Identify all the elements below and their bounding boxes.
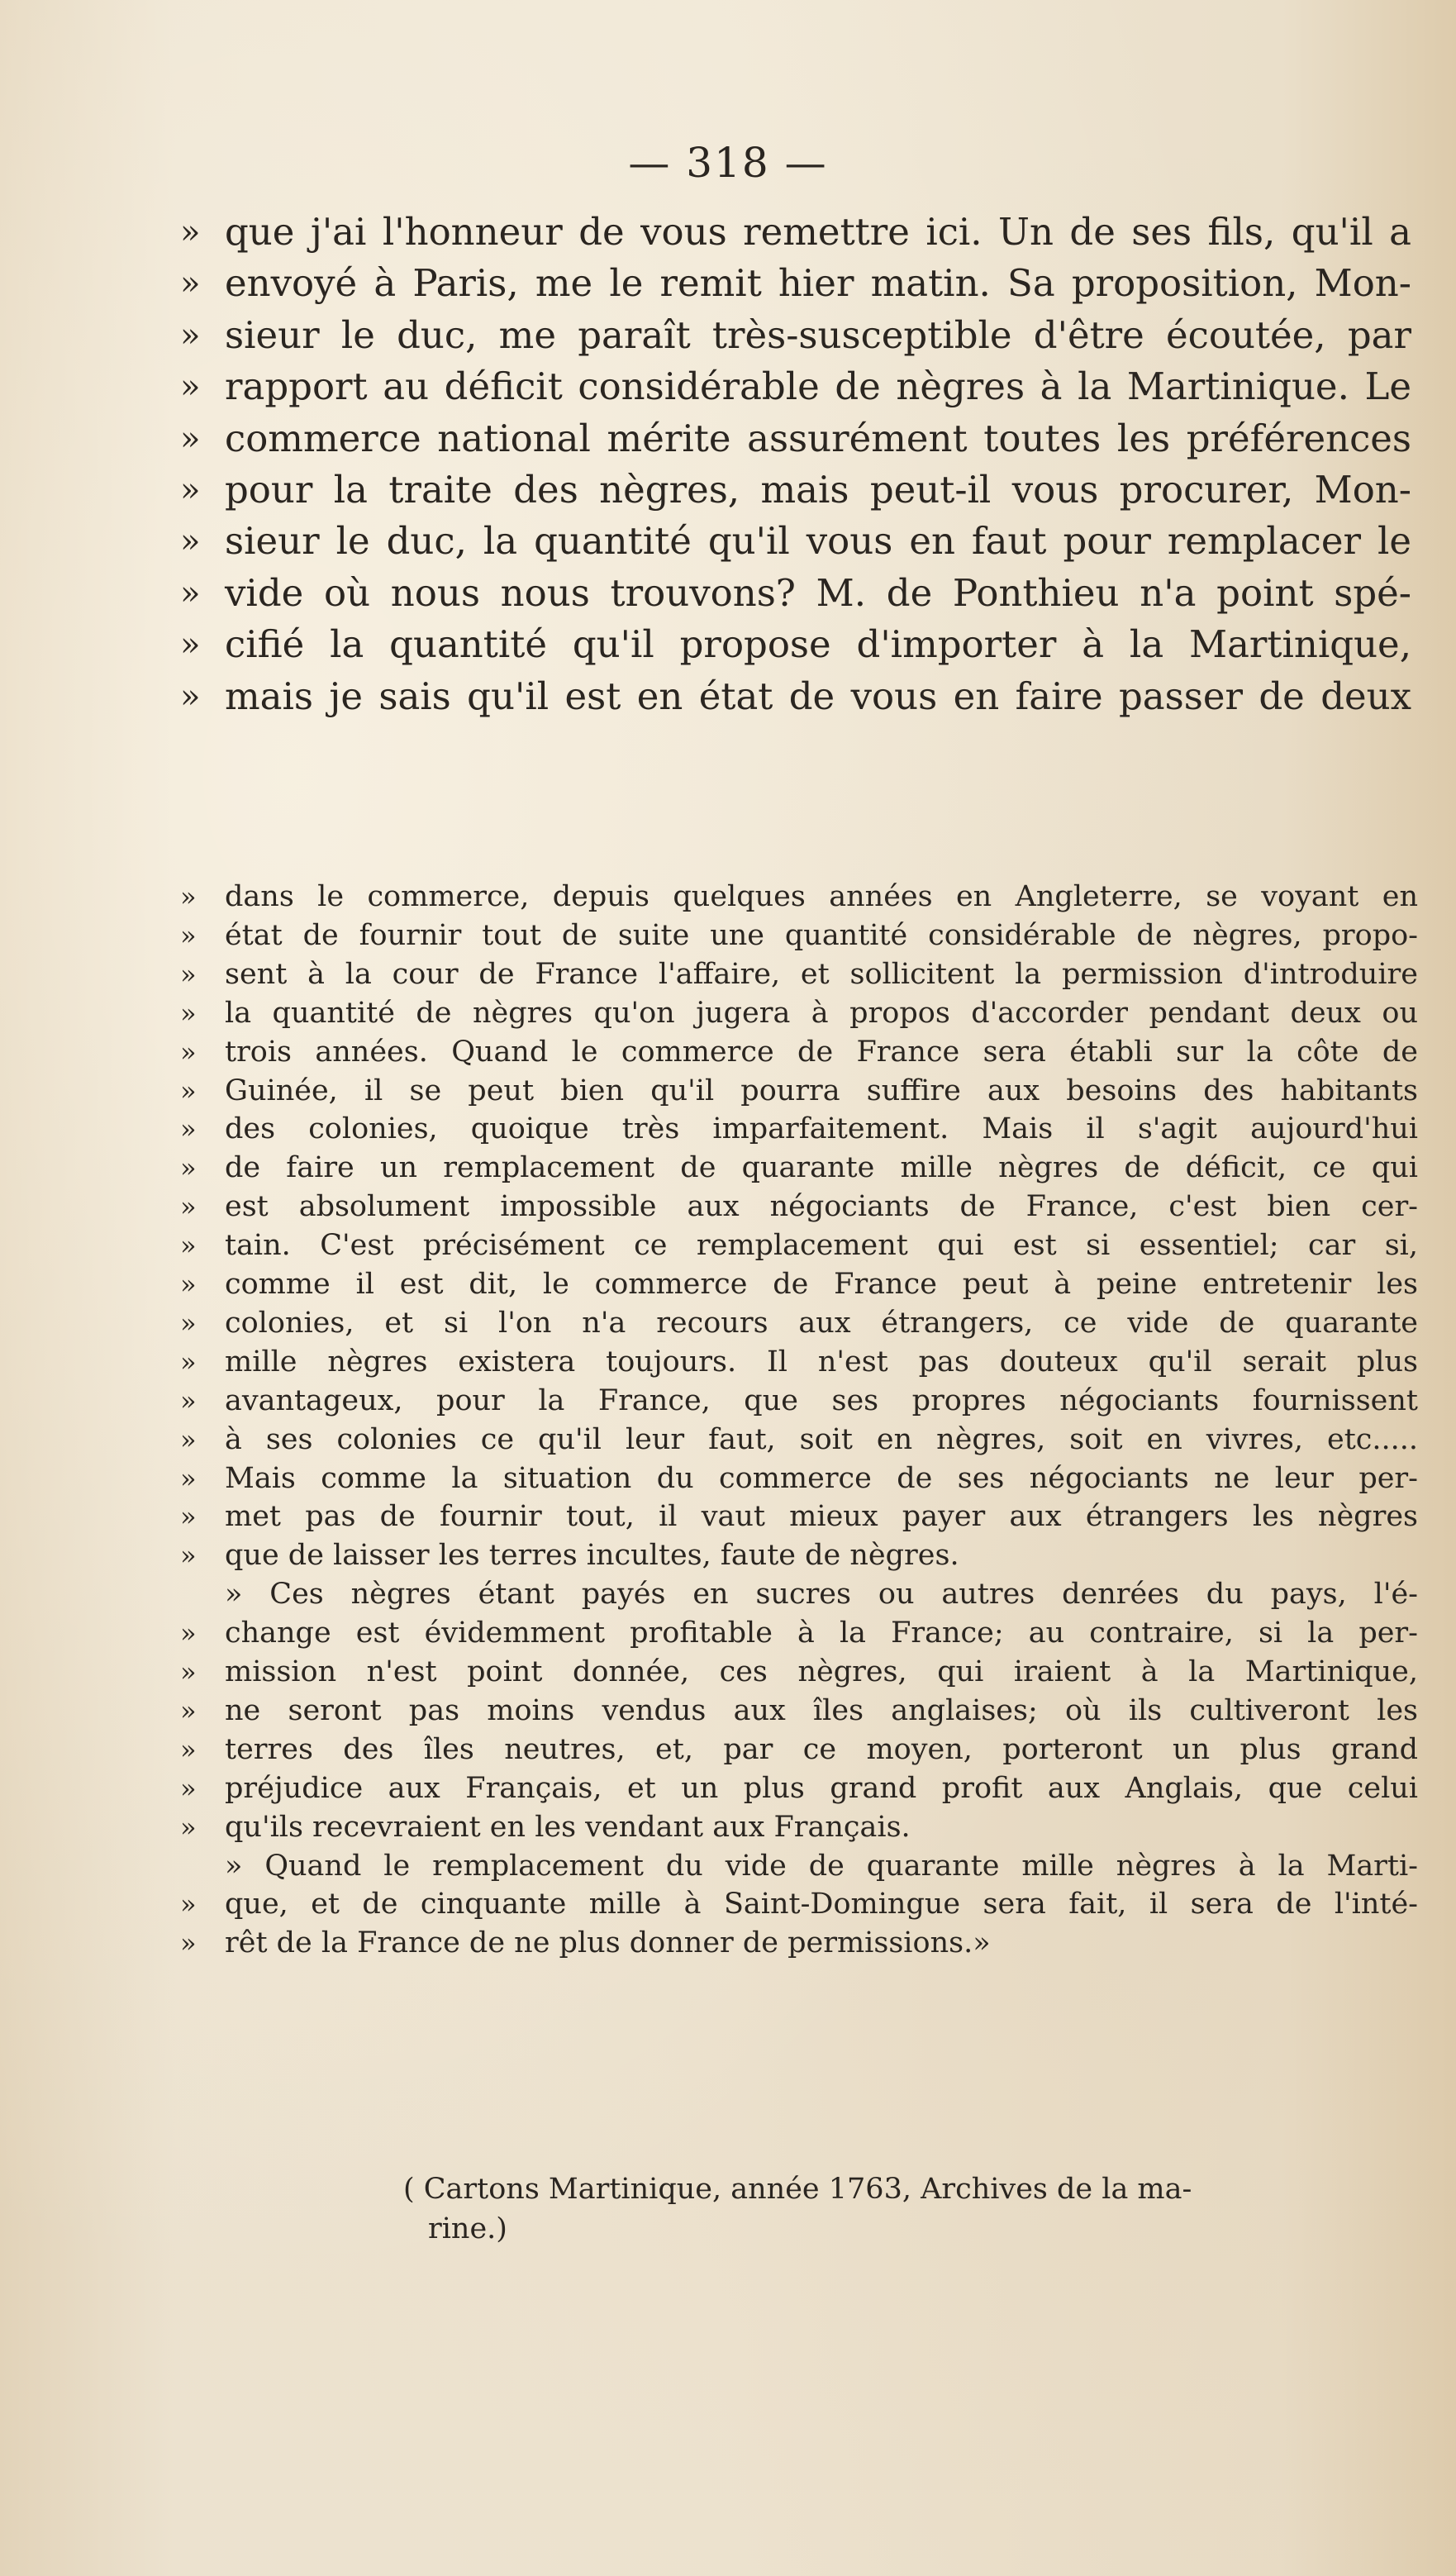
quote-mark: »	[180, 1656, 197, 1688]
line-text: la quantité de nègres qu'on jugera à propos d'accorder pendant deux ou	[225, 996, 1418, 1030]
quote-mark: »	[180, 1617, 197, 1650]
line-text: colonies, et si l'on n'a recours aux étrangers, ce vide de quarante	[225, 1306, 1418, 1340]
line-text: cifié la quantité qu'il propose d'importer à la Martinique,	[225, 622, 1411, 667]
quote-mark: »	[180, 1036, 197, 1068]
text-line	[0, 207, 1456, 258]
line-text: dans le commerce, depuis quelques années en Angleterre, se voyant en	[225, 880, 1418, 913]
quote-mark: »	[180, 997, 197, 1029]
text-line	[0, 1421, 1456, 1459]
quote-mark: »	[180, 881, 197, 912]
text-line	[0, 1265, 1456, 1303]
quote-mark: »	[180, 1191, 197, 1223]
text-line	[0, 1536, 1456, 1574]
quote-mark: »	[180, 919, 197, 951]
page-number: — 318 —	[628, 139, 828, 187]
text-line	[0, 413, 1456, 464]
quote-mark: »	[180, 1152, 197, 1184]
line-text: Mais comme la situation du commerce de ses négociants ne leur per-	[225, 1461, 1418, 1495]
quote-mark: »	[180, 1811, 197, 1843]
text-line	[0, 1614, 1456, 1652]
quote-mark: »	[180, 471, 201, 509]
quote-mark: »	[180, 522, 201, 561]
text-line	[0, 619, 1456, 670]
quote-mark: »	[180, 677, 201, 716]
quote-mark: »	[180, 1113, 197, 1145]
line-text: Guinée, il se peut bien qu'il pourra suffire aux besoins des habitants	[225, 1074, 1418, 1107]
text-line	[0, 671, 1456, 722]
line-text: terres des îles neutres, et, par ce moyen, porteront un plus grand	[225, 1732, 1418, 1766]
text-line	[0, 878, 1456, 916]
line-text: envoyé à Paris, me le remit hier matin. Sa proposition, Mon-	[225, 261, 1411, 306]
text-line	[0, 1343, 1456, 1381]
line-text: que j'ai l'honneur de vous remettre ici. Un de ses fils, qu'il a	[225, 210, 1411, 254]
line-text: à ses colonies ce qu'il leur faut, soit en nègres, soit en vivres, etc.....	[225, 1422, 1418, 1456]
text-line	[0, 1304, 1456, 1342]
line-text: change est évidemment profitable à la France; au contraire, si la per-	[225, 1617, 1418, 1650]
quote-mark: »	[180, 1772, 197, 1804]
line-text: préjudice aux Français, et un plus grand profit aux Anglais, que celui	[225, 1771, 1418, 1805]
line-text: sieur le duc, la quantité qu'il vous en faut pour remplacer le	[225, 519, 1411, 564]
text-line	[0, 1924, 1456, 1962]
line-text: comme il est dit, le commerce de France peut à peine entretenir les	[225, 1268, 1418, 1301]
line-text: commerce national mérite assurément toutes les préférences	[225, 416, 1411, 460]
citation-line-1: ( Cartons Martinique, année 1763, Archives de la ma-	[403, 2173, 1192, 2206]
text-line	[0, 1459, 1456, 1498]
line-text: rêt de la France de ne plus donner de permissions.»	[225, 1926, 991, 1960]
quote-mark: »	[180, 368, 201, 407]
quote-mark: »	[180, 1230, 197, 1262]
quote-mark: »	[180, 1384, 197, 1417]
line-text: rapport au déficit considérable de nègres à la Martinique. Le	[225, 364, 1411, 409]
text-line	[0, 516, 1456, 567]
text-line	[0, 1188, 1456, 1226]
quote-mark: »	[180, 1345, 197, 1378]
line-text: état de fournir tout de suite une quantité considérable de nègres, propo-	[225, 918, 1418, 952]
text-line	[0, 1072, 1456, 1110]
line-text: » Ces nègres étant payés en sucres ou autres denrées du pays, l'é-	[225, 1578, 1418, 1612]
quote-mark: »	[180, 1074, 197, 1107]
line-text: sieur le duc, me paraît très-susceptible d'être écoutée, par	[225, 312, 1411, 357]
line-text: des colonies, quoique très imparfaitement. Mais il s'agit aujourd'hui	[225, 1112, 1418, 1146]
quote-mark: »	[180, 958, 197, 990]
text-line	[0, 1110, 1456, 1148]
quote-mark: »	[180, 264, 201, 303]
line-text: avantageux, pour la France, que ses propres négociants fournissent	[225, 1383, 1418, 1417]
quote-mark: »	[180, 1462, 197, 1494]
line-text: ne seront pas moins vendus aux îles anglaises; où ils cultiveront les	[225, 1693, 1418, 1727]
quote-mark: »	[180, 626, 201, 664]
line-text: met pas de fournir tout, il vaut mieux payer aux étrangers les nègres	[225, 1500, 1418, 1534]
line-text: pour la traite des nègres, mais peut-il vous procurer, Mon-	[225, 468, 1411, 512]
quote-mark: »	[180, 1540, 197, 1572]
line-text: mais je sais qu'il est en état de vous en faire passer de deux	[225, 674, 1411, 718]
quote-mark: »	[180, 1307, 197, 1339]
text-line	[0, 1498, 1456, 1536]
text-line	[0, 1692, 1456, 1730]
line-text: est absolument impossible aux négociants de France, c'est bien cer-	[225, 1190, 1418, 1224]
quote-mark: »	[180, 316, 201, 355]
line-text: vide où nous nous trouvons? M. de Ponthieu n'a point spé-	[225, 570, 1411, 615]
line-text: mission n'est point donnée, ces nègres, qui iraient à la Martinique,	[225, 1655, 1418, 1688]
quote-mark: »	[180, 1423, 197, 1455]
text-line	[0, 1653, 1456, 1691]
line-text: de faire un remplacement de quarante mille nègres de déficit, ce qui	[225, 1151, 1418, 1185]
line-text: » Quand le remplacement du vide de quarante mille nègres à la Marti-	[225, 1849, 1418, 1883]
quote-mark: »	[180, 1269, 197, 1300]
text-line	[0, 1731, 1456, 1769]
text-line	[0, 361, 1456, 412]
text-line	[0, 1382, 1456, 1420]
quote-mark: »	[180, 1501, 197, 1533]
text-line	[0, 994, 1456, 1032]
citation-line-2: rine.)	[428, 2212, 507, 2245]
line-text: que de laisser les terres incultes, faute de nègres.	[225, 1539, 959, 1573]
text-line	[0, 955, 1456, 993]
text-line	[0, 1808, 1456, 1846]
line-text: qu'ils recevraient en les vendant aux Français.	[225, 1810, 911, 1844]
quote-mark: »	[180, 574, 201, 612]
text-line	[0, 1769, 1456, 1807]
line-text: sent à la cour de France l'affaire, et sollicitent la permission d'introduire	[225, 957, 1418, 991]
text-line	[0, 568, 1456, 619]
line-text: que, et de cinquante mille à Saint-Domingue sera fait, il sera de l'inté-	[225, 1888, 1418, 1921]
text-line	[0, 1149, 1456, 1187]
line-text: trois années. Quand le commerce de France sera établi sur la côte de	[225, 1035, 1418, 1069]
text-line	[0, 1033, 1456, 1071]
text-line	[0, 464, 1456, 516]
line-text: tain. C'est précisément ce remplacement qui est si essentiel; car si,	[225, 1229, 1418, 1263]
text-line	[0, 917, 1456, 955]
quote-mark: »	[180, 213, 201, 251]
text-line	[0, 1847, 1456, 1885]
quote-mark: »	[180, 1733, 197, 1765]
quote-mark: »	[180, 419, 201, 458]
quote-mark: »	[180, 1927, 197, 1959]
quote-mark: »	[180, 1694, 197, 1726]
text-line	[0, 310, 1456, 361]
text-line	[0, 258, 1456, 309]
text-line	[0, 1885, 1456, 1923]
line-text: mille nègres existera toujours. Il n'est pas douteux qu'il serait plus	[225, 1345, 1418, 1378]
text-line	[0, 1575, 1456, 1613]
quote-mark: »	[180, 1888, 197, 1921]
text-line	[0, 1226, 1456, 1264]
